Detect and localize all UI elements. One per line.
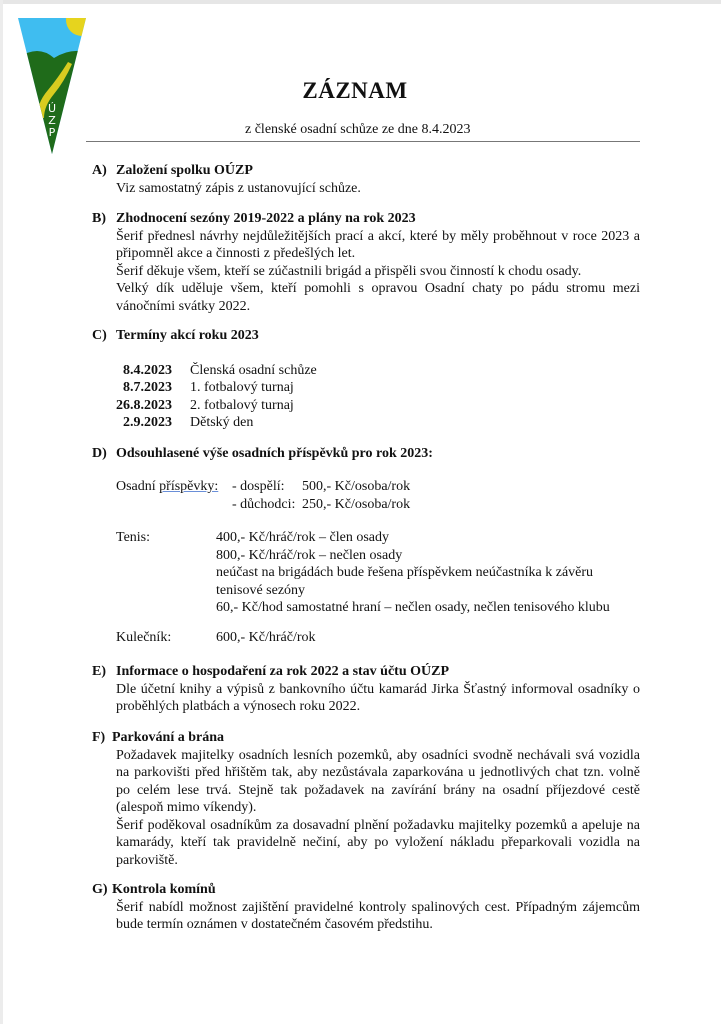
fee-row bbox=[116, 478, 410, 496]
document-subtitle: z členské osadní schůze ze dne 8.4.2023 bbox=[245, 122, 471, 137]
paragraph: Šerif nabídl možnost zajištění pravidelné kontroly spalinových cest. Případným zájemcům bude termín oznámen v dostatečném časovém předstihu. bbox=[116, 899, 640, 932]
paragraph: Šerif poděkoval osadníkům za dosavadní plnění požadavku majitelky pozemků a apeluje na kamarády, kteří tak pravidelně nečiní, aby po vyložení nákladu přeparkovali vozidla na parkoviště. bbox=[116, 817, 640, 868]
section-letter: G) bbox=[92, 882, 108, 897]
fee-line: 400,- Kč/hráč/rok – člen osady bbox=[216, 530, 389, 545]
document-title: ZÁZNAM bbox=[302, 78, 408, 103]
event-row bbox=[92, 414, 640, 432]
fees-tenis bbox=[116, 529, 646, 617]
ouzp-logo bbox=[18, 18, 86, 154]
section-title: Informace o hospodaření za rok 2022 a stav účtu OÚZP bbox=[116, 664, 450, 679]
section-letter: A) bbox=[92, 163, 107, 178]
section-letter: C) bbox=[92, 328, 107, 343]
event-name: Dětský den bbox=[190, 415, 254, 430]
paragraph: Velký dík uděluje všem, kteří pomohli s opravou Osadní chaty po pádu stromu mezi vánočními svátky 2022. bbox=[116, 281, 640, 314]
section-heading bbox=[92, 445, 640, 463]
fee-lines bbox=[216, 529, 646, 617]
fee-row bbox=[116, 496, 410, 514]
logo-letter-u: Ú bbox=[47, 102, 57, 115]
page-left-edge bbox=[0, 0, 3, 1024]
section-letter: D) bbox=[92, 446, 107, 461]
section-title: Založení spolku OÚZP bbox=[116, 163, 253, 178]
section-b bbox=[92, 210, 640, 315]
fee-row bbox=[116, 529, 646, 617]
paragraph: Dle účetní knihy a výpisů z bankovního účtu kamarád Jirka Šťastný informoval osadníky o proběhlých platbách a výnosech roku 2022. bbox=[116, 681, 640, 714]
page-top-edge bbox=[0, 0, 721, 4]
section-c bbox=[92, 327, 640, 432]
fee-amount: 250,- Kč/osoba/rok bbox=[302, 496, 411, 512]
paragraph: Požadavek majitelky osadních lesních pozemků, aby osadníci svodně nechávali svá vozidla na parkovišti před hřištěm tak, aby nezůstávala zaparkována u jednotlivých chat tzn. volně po celém lese trvá. Stejně tak požadavek na zavírání brány na osadní příjezdové cestě (alespoň mimo víkendy). bbox=[116, 747, 640, 815]
section-title: Zhodnocení sezóny 2019-2022 a plány na rok 2023 bbox=[116, 211, 416, 226]
fee-line: 800,- Kč/hráč/rok – nečlen osady bbox=[216, 547, 403, 563]
fees-osadni bbox=[116, 478, 410, 513]
fee-line: neúčast na brigádách bude řešena příspěvkem neúčastníka k závěru tenisové sezóny bbox=[216, 565, 594, 598]
event-date: 8.7.2023 bbox=[123, 380, 172, 395]
section-heading bbox=[92, 881, 640, 899]
section-title: Termíny akcí roku 2023 bbox=[116, 328, 259, 343]
fees-kulecnik bbox=[116, 629, 316, 647]
fee-row bbox=[116, 629, 316, 647]
section-e bbox=[92, 663, 640, 716]
section-title: Odsouhlasené výše osadních příspěvků pro rok 2023: bbox=[116, 446, 433, 461]
fee-label-underlined: příspěvky: bbox=[159, 479, 219, 494]
section-a bbox=[92, 162, 640, 197]
section-heading bbox=[92, 162, 640, 180]
section-f bbox=[92, 729, 640, 869]
event-row bbox=[92, 397, 640, 415]
fee-label bbox=[116, 478, 232, 496]
fee-who: - dospělí: bbox=[232, 479, 285, 494]
logo-letter-p: P bbox=[48, 126, 56, 139]
section-heading bbox=[92, 729, 640, 747]
section-d bbox=[92, 445, 640, 463]
section-heading bbox=[92, 663, 640, 681]
fee-spacer bbox=[116, 496, 232, 514]
event-row bbox=[92, 362, 640, 380]
section-letter: E) bbox=[92, 664, 106, 679]
fee-label: Kulečník: bbox=[116, 630, 172, 645]
event-date: 8.4.2023 bbox=[123, 362, 172, 378]
event-name: 2. fotbalový turnaj bbox=[190, 397, 294, 413]
logo-letter-z: Z bbox=[48, 114, 56, 127]
event-date: 26.8.2023 bbox=[116, 397, 172, 413]
fee-line: 60,- Kč/hod samostatné hraní – nečlen osady, nečlen tenisového klubu bbox=[216, 600, 610, 615]
paragraph: Šerif přednesl návrhy nejdůležitějších prací a akcí, které by měly proběhnout v roce 2023 a připomněl akce a činnosti z předešlých let. bbox=[116, 228, 640, 261]
fee-label: Tenis: bbox=[116, 530, 151, 545]
section-title: Parkování a brána bbox=[112, 730, 225, 745]
header-rule bbox=[86, 141, 640, 142]
event-name: 1. fotbalový turnaj bbox=[190, 380, 294, 395]
section-letter: F) bbox=[92, 730, 106, 745]
event-date: 2.9.2023 bbox=[123, 415, 172, 430]
section-heading bbox=[92, 210, 640, 228]
section-g bbox=[92, 881, 640, 934]
fee-amount: 500,- Kč/osoba/rok bbox=[302, 479, 411, 494]
events-list bbox=[92, 362, 640, 432]
section-heading bbox=[92, 327, 640, 345]
section-letter: B) bbox=[92, 211, 106, 226]
fee-who: - důchodci: bbox=[232, 496, 296, 512]
event-name: Členská osadní schůze bbox=[190, 362, 317, 378]
fee-label-text: Osadní bbox=[116, 479, 160, 494]
paragraph: Viz samostatný zápis z ustanovující schůze. bbox=[116, 180, 361, 196]
event-row bbox=[92, 379, 640, 397]
paragraph: Šerif děkuje všem, kteří se zúčastnili brigád a přispěli svou činností k chodu osady. bbox=[116, 263, 582, 279]
section-title: Kontrola komínů bbox=[112, 882, 216, 897]
fee-amount: 600,- Kč/hráč/rok bbox=[216, 630, 316, 645]
